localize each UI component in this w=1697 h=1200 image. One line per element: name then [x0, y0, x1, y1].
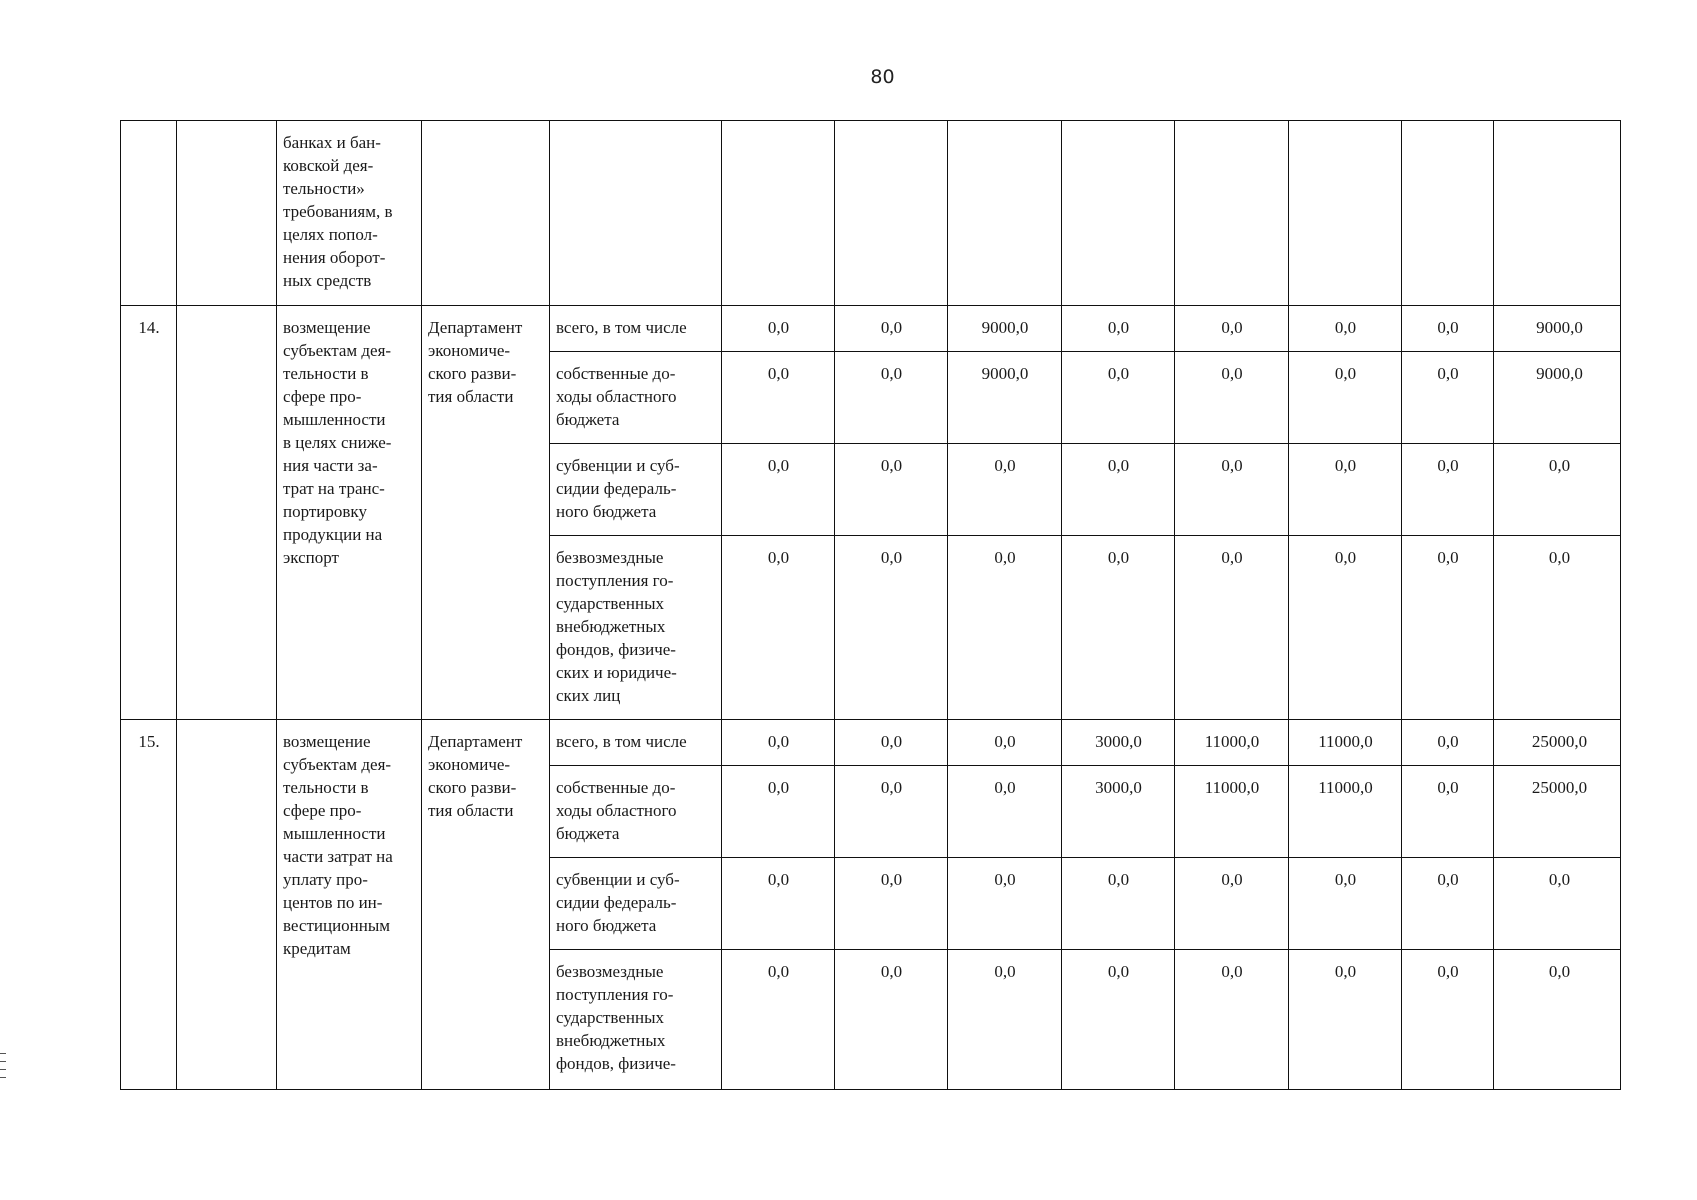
amount-cell: 0,0 — [1402, 950, 1494, 1090]
scan-edge-marks — [0, 1053, 6, 1085]
amount-cell: 0,0 — [722, 352, 835, 444]
funding-source-cell: субвенции и суб- сидии федераль- ного бюджета — [550, 444, 722, 536]
amount-cell: 0,0 — [722, 536, 835, 720]
amount-cell: 0,0 — [835, 858, 948, 950]
amount-cell: 0,0 — [1175, 444, 1289, 536]
amount-cell: 25000,0 — [1494, 720, 1621, 766]
amount-cell: 0,0 — [835, 720, 948, 766]
amount-cell — [1402, 121, 1494, 306]
amount-cell: 0,0 — [835, 950, 948, 1090]
amount-cell: 0,0 — [1402, 720, 1494, 766]
amount-cell: 0,0 — [1062, 444, 1175, 536]
amount-cell — [722, 121, 835, 306]
continuation-row — [121, 121, 1621, 306]
amount-cell: 0,0 — [1402, 352, 1494, 444]
amount-cell: 0,0 — [1062, 536, 1175, 720]
amount-cell: 0,0 — [1494, 950, 1621, 1090]
amount-cell: 11000,0 — [1289, 766, 1402, 858]
executor-cell — [422, 121, 550, 306]
amount-cell: 0,0 — [948, 536, 1062, 720]
measure-cell: возмещение субъектам дея- тельности в сфере про- мышленности части затрат на уплату про- центов по ин- вестиционным кредитам — [277, 720, 422, 1090]
amount-cell: 0,0 — [722, 306, 835, 352]
amount-cell: 0,0 — [722, 444, 835, 536]
amount-cell: 0,0 — [1402, 858, 1494, 950]
amount-cell: 25000,0 — [1494, 766, 1621, 858]
amount-cell: 0,0 — [1494, 444, 1621, 536]
amount-cell: 0,0 — [1175, 858, 1289, 950]
amount-cell: 0,0 — [1289, 950, 1402, 1090]
page-number: 80 — [870, 66, 895, 88]
amount-cell: 0,0 — [835, 306, 948, 352]
amount-cell: 0,0 — [1402, 766, 1494, 858]
executor-cell: Департамент экономиче- ского разви- тия области — [422, 720, 550, 1090]
amount-cell: 9000,0 — [1494, 306, 1621, 352]
table-row — [121, 306, 1621, 352]
budget-table — [120, 120, 1621, 1090]
amount-cell: 3000,0 — [1062, 766, 1175, 858]
amount-cell: 0,0 — [948, 766, 1062, 858]
amount-cell: 0,0 — [948, 720, 1062, 766]
amount-cell: 0,0 — [1175, 306, 1289, 352]
amount-cell: 0,0 — [1289, 352, 1402, 444]
amount-cell: 0,0 — [1289, 858, 1402, 950]
funding-source-cell: безвозмездные поступления го- сударственных внебюджетных фондов, физиче- ских и юридиче- ских лиц — [550, 536, 722, 720]
measure-cell: банках и бан- ковской дея- тельности» требованиям, в целях попол- нения оборот- ных средств — [277, 121, 422, 306]
amount-cell — [1289, 121, 1402, 306]
amount-cell: 0,0 — [1062, 352, 1175, 444]
amount-cell: 9000,0 — [948, 352, 1062, 444]
amount-cell: 0,0 — [835, 766, 948, 858]
code-cell — [177, 121, 277, 306]
amount-cell: 0,0 — [1494, 536, 1621, 720]
executor-cell: Департамент экономиче- ского разви- тия области — [422, 306, 550, 720]
table-body — [121, 121, 1621, 1090]
funding-source-cell: собственные до- ходы областного бюджета — [550, 766, 722, 858]
measure-cell: возмещение субъектам дея- тельности в сфере про- мышленности в целях сниже- ния части за- трат на транс- портировку продукции на экспорт — [277, 306, 422, 720]
row-number-cell: 14. — [121, 306, 177, 720]
amount-cell: 9000,0 — [948, 306, 1062, 352]
code-cell — [177, 720, 277, 1090]
funding-source-cell: собственные до- ходы областного бюджета — [550, 352, 722, 444]
amount-cell: 0,0 — [835, 352, 948, 444]
amount-cell: 0,0 — [1289, 444, 1402, 536]
amount-cell: 0,0 — [835, 444, 948, 536]
amount-cell: 0,0 — [1289, 306, 1402, 352]
amount-cell: 0,0 — [1494, 858, 1621, 950]
amount-cell — [835, 121, 948, 306]
amount-cell: 11000,0 — [1175, 720, 1289, 766]
amount-cell — [1062, 121, 1175, 306]
amount-cell: 11000,0 — [1289, 720, 1402, 766]
funding-source-cell: всего, в том числе — [550, 306, 722, 352]
amount-cell: 0,0 — [1402, 306, 1494, 352]
amount-cell: 0,0 — [1402, 536, 1494, 720]
amount-cell: 0,0 — [1062, 306, 1175, 352]
code-cell — [177, 306, 277, 720]
amount-cell — [1494, 121, 1621, 306]
amount-cell: 3000,0 — [1062, 720, 1175, 766]
funding-source-cell: безвозмездные поступления го- сударственных внебюджетных фондов, физиче- — [550, 950, 722, 1090]
amount-cell: 0,0 — [1062, 950, 1175, 1090]
amount-cell: 0,0 — [948, 444, 1062, 536]
amount-cell: 0,0 — [1175, 536, 1289, 720]
amount-cell: 9000,0 — [1494, 352, 1621, 444]
amount-cell: 0,0 — [722, 720, 835, 766]
amount-cell: 0,0 — [1289, 536, 1402, 720]
row-number-cell: 15. — [121, 720, 177, 1090]
amount-cell: 0,0 — [722, 950, 835, 1090]
amount-cell: 0,0 — [1175, 352, 1289, 444]
amount-cell: 0,0 — [948, 950, 1062, 1090]
amount-cell: 0,0 — [1402, 444, 1494, 536]
funding-source-cell: субвенции и суб- сидии федераль- ного бюджета — [550, 858, 722, 950]
amount-cell: 0,0 — [722, 766, 835, 858]
amount-cell: 0,0 — [948, 858, 1062, 950]
amount-cell: 0,0 — [835, 536, 948, 720]
amount-cell: 11000,0 — [1175, 766, 1289, 858]
amount-cell — [1175, 121, 1289, 306]
source-cell — [550, 121, 722, 306]
amount-cell — [948, 121, 1062, 306]
amount-cell: 0,0 — [1175, 950, 1289, 1090]
amount-cell: 0,0 — [722, 858, 835, 950]
funding-source-cell: всего, в том числе — [550, 720, 722, 766]
amount-cell: 0,0 — [1062, 858, 1175, 950]
table-row — [121, 720, 1621, 766]
row-number-cell — [121, 121, 177, 306]
